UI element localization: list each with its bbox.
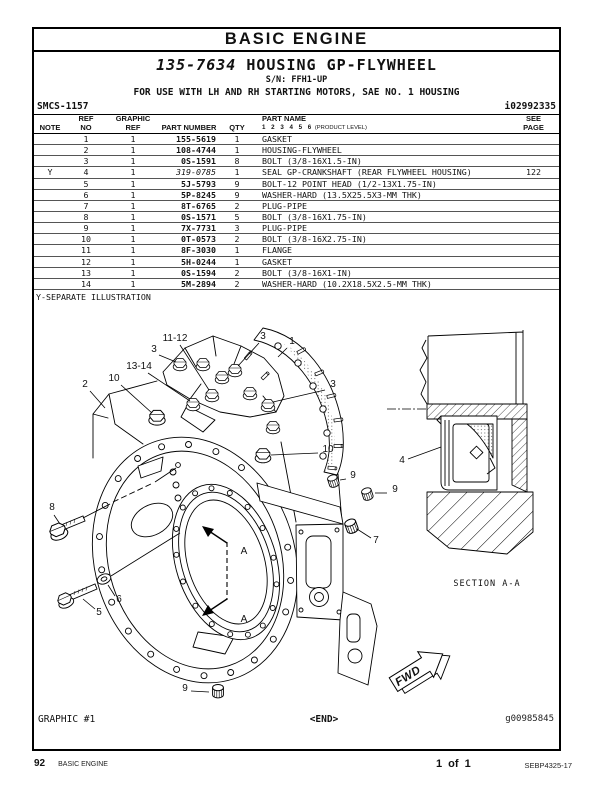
cell-ref: 3 — [83, 156, 89, 167]
callout-10: 10 — [108, 373, 120, 384]
cell-part: 8T-6765 — [181, 200, 216, 211]
sheet-count: 1 of 1 — [436, 758, 471, 770]
page-frame — [32, 27, 561, 751]
cell-part: 5H-0244 — [181, 256, 216, 267]
col-see-page: SEE PAGE — [523, 114, 544, 132]
graphic-image-id: g00985845 — [505, 714, 554, 724]
cell-qty: 2 — [234, 278, 240, 289]
cell-part: 0S-1591 — [181, 156, 216, 167]
callout-13-14: 13-14 — [126, 361, 152, 372]
part-group-title — [34, 56, 559, 74]
cell-graphic: 1 — [130, 178, 136, 189]
callout-A: A — [240, 546, 248, 557]
page-number: 92 — [34, 758, 46, 769]
col-ref-no: REF NO — [78, 114, 94, 132]
cell-name: WASHER-HARD (10.2X18.5X2.5-MM THK) — [262, 278, 432, 289]
cell-name: HOUSING-FLYWHEEL — [262, 145, 342, 156]
cell-part: 0S-1594 — [181, 267, 216, 278]
cell-qty: 1 — [234, 256, 240, 267]
cell-graphic: 1 — [130, 189, 136, 200]
media-id: i02992335 — [504, 101, 556, 112]
callout-11-12: 11-12 — [162, 333, 188, 344]
meta-row — [34, 101, 559, 112]
cell-name: GASKET — [262, 256, 292, 267]
cell-part: 5J-5793 — [181, 178, 216, 189]
cell-qty: 3 — [234, 223, 240, 234]
cell-ref: 4 — [83, 167, 89, 178]
cell-graphic: 1 — [130, 245, 136, 256]
parts-table-body — [34, 134, 559, 290]
col-qty: QTY — [229, 122, 245, 132]
cell-name: BOLT (3/8-16X1-IN) — [262, 267, 352, 278]
cell-name: GASKET — [262, 134, 292, 145]
section-view — [387, 330, 533, 554]
table-row — [34, 179, 559, 190]
cell-qty: 1 — [234, 134, 240, 145]
parts-diagram — [35, 296, 564, 710]
col-part-number: PART NUMBER — [161, 122, 217, 132]
callout-3: 3 — [260, 331, 266, 342]
cell-ref: 10 — [81, 234, 91, 245]
bolt-8 — [47, 516, 85, 543]
cell-name: WASHER-HARD (13.5X25.5X3-MM THK) — [262, 189, 422, 200]
fwd-arrow-label: FWD — [393, 664, 424, 689]
cell-ref: 8 — [83, 212, 89, 223]
table-row — [34, 134, 559, 145]
cell-graphic: 1 — [130, 267, 136, 278]
cell-name: BOLT-12 POINT HEAD (1/2-13X1.75-IN) — [262, 178, 437, 189]
cell-name: PLUG-PIPE — [262, 200, 307, 211]
cell-qty: 2 — [234, 234, 240, 245]
table-row — [34, 279, 559, 290]
plug-9 — [361, 487, 374, 502]
callout-5: 5 — [96, 607, 102, 618]
end-marker: <END> — [309, 714, 339, 725]
cell-qty: 1 — [234, 167, 240, 178]
cell-graphic: 1 — [130, 134, 136, 145]
cell-ref: 11 — [81, 245, 91, 256]
callout-1: 1 — [289, 336, 295, 347]
col-graphic-ref: GRAPHIC REF — [115, 114, 151, 132]
cell-graphic: 1 — [130, 167, 136, 178]
plug-7 — [344, 518, 359, 535]
cell-graphic: 1 — [130, 212, 136, 223]
table-row — [34, 257, 559, 268]
table-row — [34, 212, 559, 223]
cell-part: 108-4744 — [176, 145, 216, 156]
cell-graphic: 1 — [130, 223, 136, 234]
cell-ref: 12 — [81, 256, 91, 267]
table-row — [34, 234, 559, 245]
cell-ref: 6 — [83, 189, 89, 200]
fwd-arrow — [386, 639, 458, 702]
table-row — [34, 245, 559, 256]
footer-left — [34, 758, 108, 769]
cell-graphic: 1 — [130, 234, 136, 245]
cell-qty: 9 — [234, 189, 240, 200]
cell-graphic: 1 — [130, 145, 136, 156]
callout-3: 3 — [330, 379, 336, 390]
smcs-code: SMCS-1157 — [37, 101, 89, 112]
callout-6: 6 — [116, 594, 122, 605]
cell-part: 319-0785 — [176, 167, 216, 178]
callout-9: 9 — [182, 683, 188, 694]
cell-qty: 2 — [234, 267, 240, 278]
cell-page: 122 — [526, 167, 541, 178]
cell-name: BOLT (3/8-16X2.75-IN) — [262, 234, 367, 245]
bolt-5 — [55, 584, 97, 610]
cell-part: 5P-8245 — [181, 189, 216, 200]
cell-part: 0S-1571 — [181, 212, 216, 223]
cell-name: SEAL GP-CRANKSHAFT (REAR FLYWHEEL HOUSING) — [262, 167, 472, 178]
callout-9: 9 — [350, 470, 356, 481]
cell-note: Y — [47, 167, 53, 178]
cell-graphic: 1 — [130, 200, 136, 211]
cell-qty: 1 — [234, 245, 240, 256]
cell-qty: 2 — [234, 200, 240, 211]
cell-part: 8F-3030 — [181, 245, 216, 256]
callout-9: 9 — [392, 484, 398, 495]
callout-3: 3 — [151, 344, 157, 355]
cell-ref: 1 — [83, 134, 89, 145]
cell-name: BOLT (3/8-16X1.75-IN) — [262, 212, 367, 223]
cell-graphic: 1 — [130, 156, 136, 167]
cell-part: 5M-2894 — [181, 278, 216, 289]
callout-4: 4 — [399, 455, 405, 466]
cell-name: PLUG-PIPE — [262, 223, 307, 234]
section-view-label: SECTION A-A — [453, 579, 521, 589]
cell-ref: 7 — [83, 200, 89, 211]
cell-part: 155-5619 — [176, 134, 216, 145]
cell-qty: 8 — [234, 156, 240, 167]
cell-qty: 5 — [234, 212, 240, 223]
cell-graphic: 1 — [130, 256, 136, 267]
section-banner-text: BASIC ENGINE — [224, 30, 369, 48]
table-row — [34, 223, 559, 234]
doc-id: SEBP4325-17 — [524, 761, 572, 770]
table-row — [34, 190, 559, 201]
part-group-name: HOUSING GP-FLYWHEEL — [236, 56, 437, 74]
callout-A: A — [240, 614, 248, 625]
cell-qty: 1 — [234, 145, 240, 156]
table-row — [34, 201, 559, 212]
col-note: NOTE — [39, 122, 61, 132]
table-row — [34, 145, 559, 156]
callout-7: 7 — [373, 535, 379, 546]
cell-ref: 14 — [81, 278, 91, 289]
plug-9 — [213, 684, 224, 697]
table-row — [34, 156, 559, 167]
cell-qty: 9 — [234, 178, 240, 189]
parts-table-header — [34, 114, 559, 134]
callout-8: 8 — [49, 502, 55, 513]
table-row — [34, 268, 559, 279]
usage-note: FOR USE WITH LH AND RH STARTING MOTORS, SAE NO. 1 HOUSING — [133, 87, 460, 98]
cell-ref: 9 — [83, 223, 89, 234]
cell-ref: 13 — [81, 267, 91, 278]
cell-part: 0T-0573 — [181, 234, 216, 245]
cell-ref: 5 — [83, 178, 89, 189]
serial-range: S/N: FFH1-UP — [265, 75, 328, 85]
cell-name: FLANGE — [262, 245, 292, 256]
part-group-number: 135-7634 — [156, 56, 237, 74]
cell-ref: 2 — [83, 145, 89, 156]
cell-part: 7X-7731 — [181, 223, 216, 234]
table-row — [34, 167, 559, 178]
callout-10: 10 — [322, 444, 334, 455]
page-footer — [32, 758, 574, 774]
cell-graphic: 1 — [130, 278, 136, 289]
col-part-name: PART NAME 1 2 3 4 5 6 (PRODUCT LEVEL) — [262, 114, 367, 131]
graphic-label: GRAPHIC #1 — [38, 714, 96, 725]
callout-2: 2 — [82, 379, 88, 390]
table-footnote: Y-SEPARATE ILLUSTRATION — [36, 291, 151, 302]
section-banner — [34, 29, 559, 52]
cell-name: BOLT (3/8-16X1.5-IN) — [262, 156, 362, 167]
book-title: BASIC ENGINE — [58, 761, 108, 768]
